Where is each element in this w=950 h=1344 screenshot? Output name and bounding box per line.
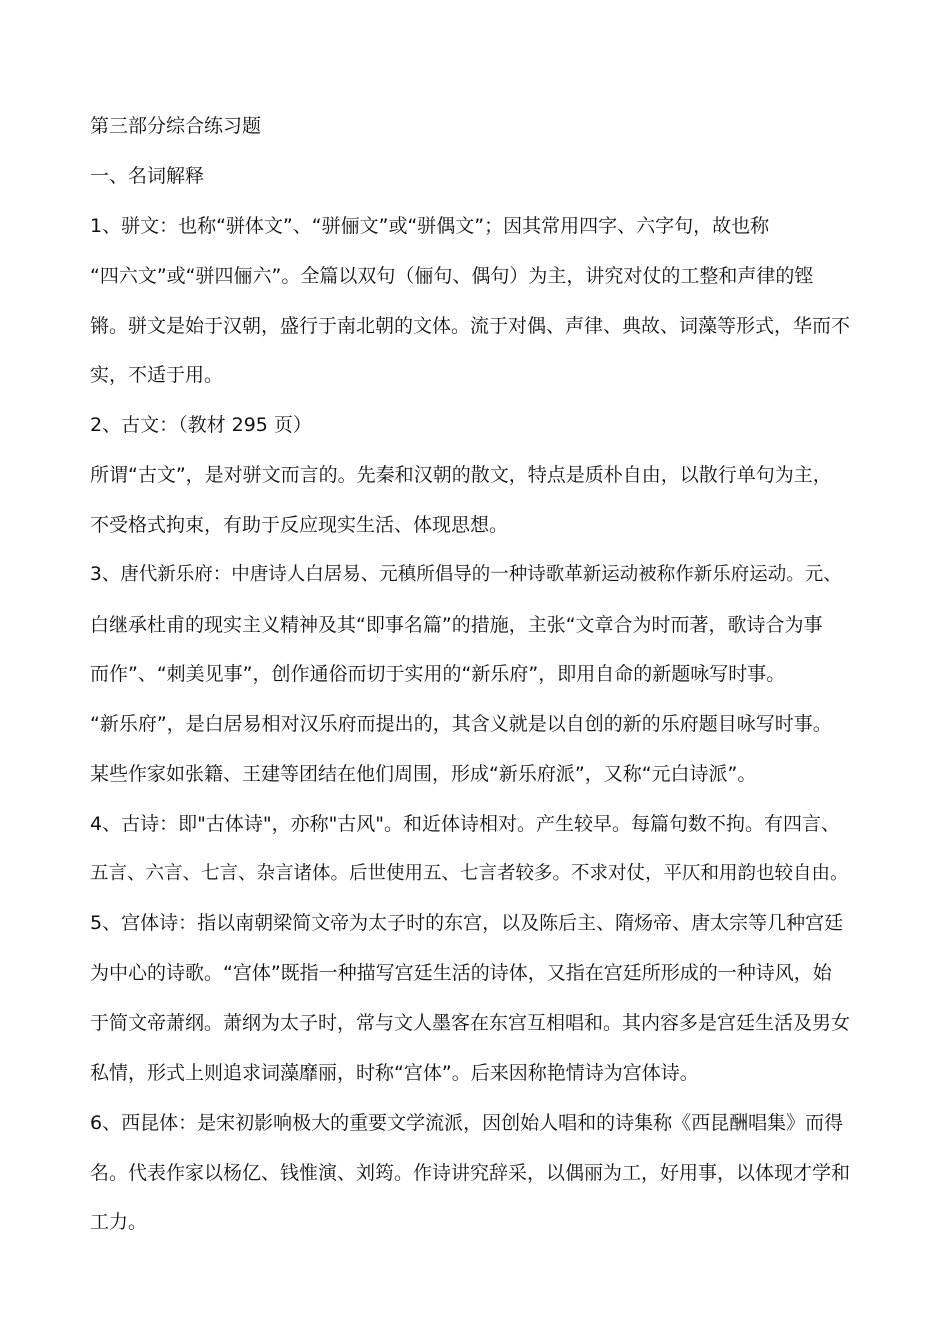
text-line: 锵。骈文是始于汉朝，盛行于南北朝的文体。流于对偶、声律、典故、词藻等形式，华而不 (90, 315, 851, 337)
text-line: 于简文帝萧纲。萧纲为太子时，常与文人墨客在东宫互相唱和。其内容多是宫廷生活及男女 (90, 1012, 851, 1034)
text-line: 3、唐代新乐府：中唐诗人白居易、元稹所倡导的一种诗歌革新运动被称作新乐府运动。元、 (90, 564, 842, 585)
text-line: 5、宫体诗：指以南朝梁简文帝为太子时的东宫，以及陈后主、隋炀帝、唐太宗等几种宫廷 (90, 912, 844, 934)
section-title: 第三部分综合练习题 (90, 115, 262, 137)
text-line: 为中心的诗歌。“宫体”既指一种描写宫廷生活的诗体，又指在宫廷所形成的一种诗风，始 (90, 962, 832, 984)
text-line: 不受格式拘束，有助于反应现实生活、体现思想。 (90, 514, 509, 536)
text-line: 4、古诗：即"古体诗"，亦称"古风"。和近体诗相对。产生较早。每篇句数不拘。有四言、 (90, 813, 841, 835)
text-line: 名。代表作家以杨亿、钱惟演、刘筠。作诗讲究辞采，以偶丽为工，好用事，以体现才学和 (90, 1162, 851, 1184)
text-line: 所谓“古文”，是对骈文而言的。先秦和汉朝的散文，特点是质朴自由，以散行单句为主， (90, 464, 832, 486)
text-line: 工力。 (90, 1211, 148, 1233)
text-line: 6、西昆体：是宋初影响极大的重要文学流派，因创始人唱和的诗集称《西昆酬唱集》而得 (90, 1112, 844, 1134)
text-line: 实，不适于用。 (90, 364, 224, 386)
text-line: 而作”、“刺美见事”，创作通俗而切于实用的“新乐府”，即用自命的新题咏写时事。 (90, 663, 786, 685)
text-line: 某些作家如张籍、王建等团结在他们周围，形成“新乐府派”，又称“元白诗派”。 (90, 763, 757, 785)
text-line: 私情，形式上则追求词藻靡丽，时称“宫体”。后来因称艳情诗为宫体诗。 (90, 1062, 699, 1084)
text-line: 2、古文：（教材 295 页） (90, 414, 312, 436)
text-line: “四六文”或“骈四俪六”。全篇以双句（俪句、偶句）为主，讲究对仗的工整和声律的铿 (90, 265, 814, 287)
text-line: 白继承杜甫的现实主义精神及其“即事名篇”的措施，主张“文章合为时而著，歌诗合为事 (90, 614, 823, 636)
text-line: “新乐府”，是白居易相对汉乐府而提出的，其含义就是以自创的新的乐府题目咏写时事。 (90, 713, 832, 735)
text-line: 1、骈文：也称“骈体文”、“骈俪文”或“骈偶文”；因其常用四字、六字句，故也称 (90, 215, 770, 237)
text-line: 五言、六言、七言、杂言诸体。后世使用五、七言者较多。不求对仗，平仄和用韵也较自由。 (90, 863, 849, 884)
section-heading: 一、名词解释 (90, 165, 205, 187)
